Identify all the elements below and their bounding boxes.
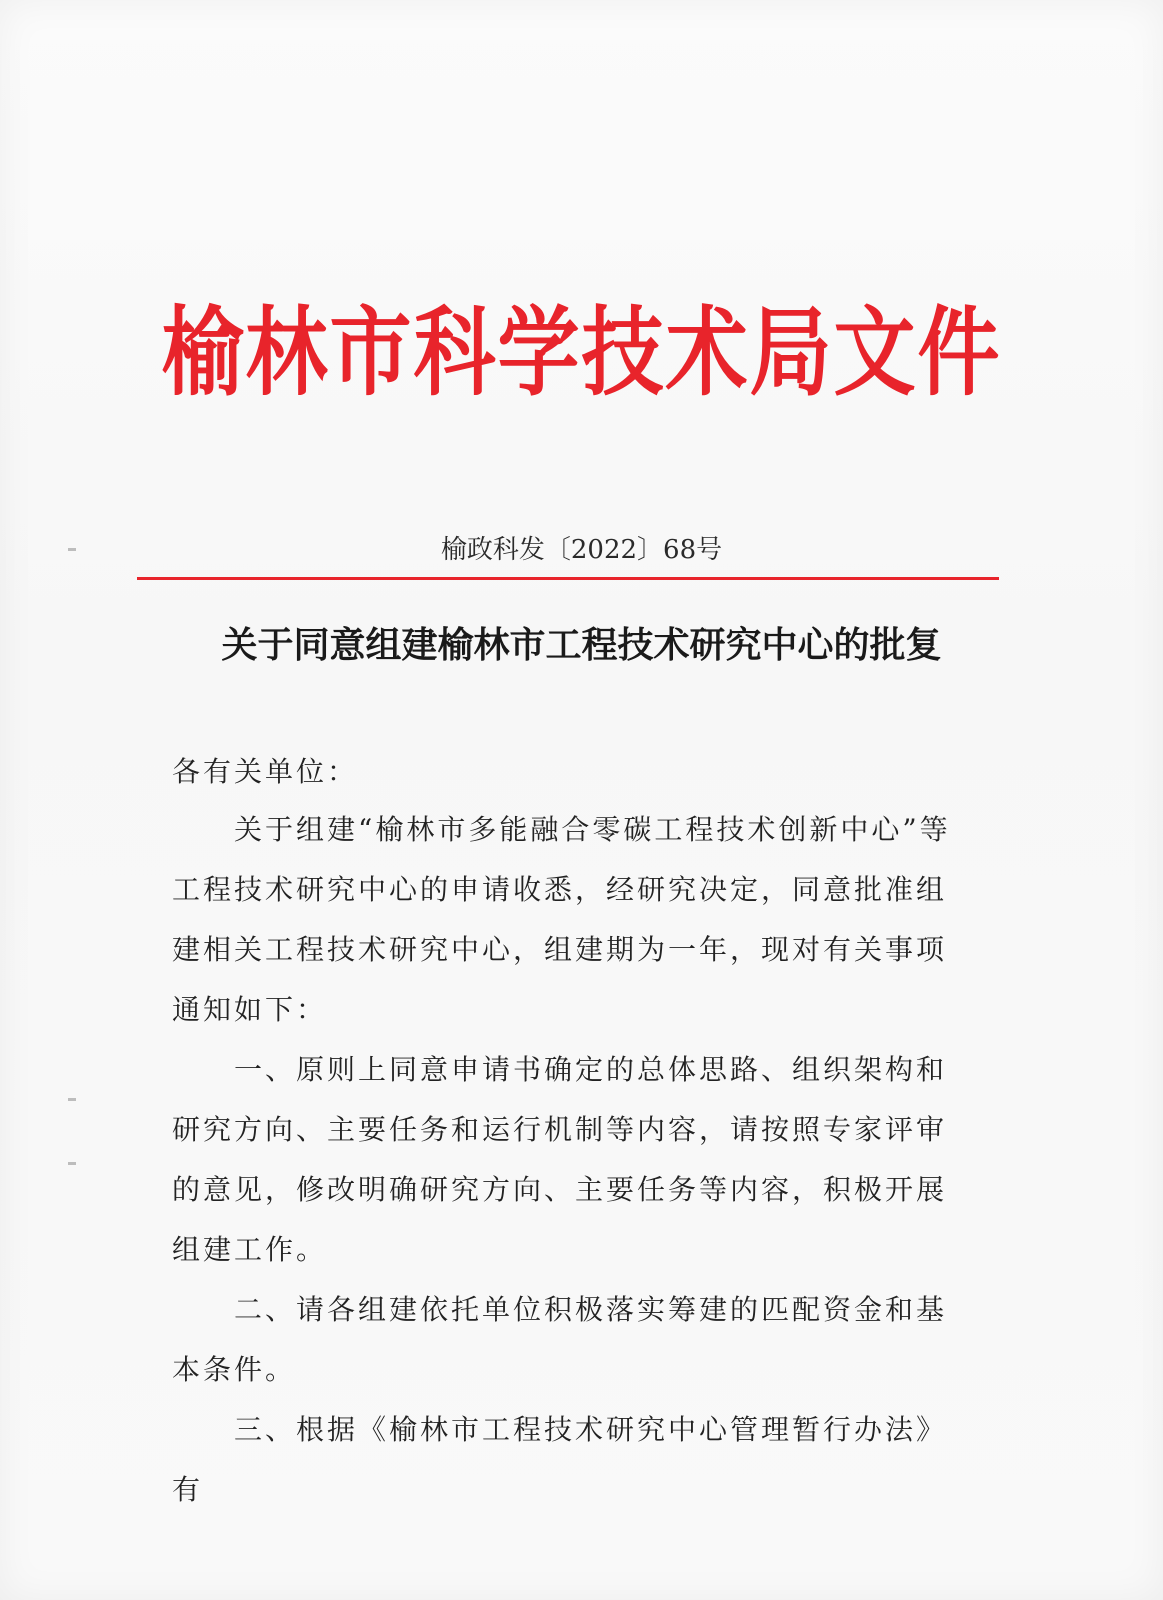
binding-hole-mark <box>68 1162 76 1165</box>
paragraph-item-2: 二、请各组建依托单位积极落实筹建的匹配资金和基本条件。 <box>172 1293 948 1386</box>
binding-hole-mark <box>68 548 76 551</box>
document-title: 关于同意组建榆林市工程技术研究中心的批复 <box>221 624 942 666</box>
paragraph-item-3: 三、根据《榆林市工程技术研究中心管理暂行办法》有 <box>172 1413 948 1506</box>
paragraph-item-1: 一、原则上同意申请书确定的总体思路、组织架构和研究方向、主要任务和运行机制等内容，请按照专家评审的意见，修改明确研究方向、主要任务等内容，积极开展组建工作。 <box>172 1053 948 1266</box>
binding-hole-mark <box>68 1098 76 1101</box>
paragraph-intro: 关于组建“榆林市多能融合零碳工程技术创新中心”等工程技术研究中心的申请收悉，经研究决定，同意批准组建相关工程技术研究中心，组建期为一年，现对有关事项通知如下： <box>172 813 951 1026</box>
salutation: 各有关单位： <box>172 755 359 788</box>
masthead-title: 榆林市科学技术局文件 <box>161 296 1002 410</box>
red-divider-line <box>137 577 999 580</box>
document-number: 榆政科发〔2022〕68号 <box>440 535 723 565</box>
